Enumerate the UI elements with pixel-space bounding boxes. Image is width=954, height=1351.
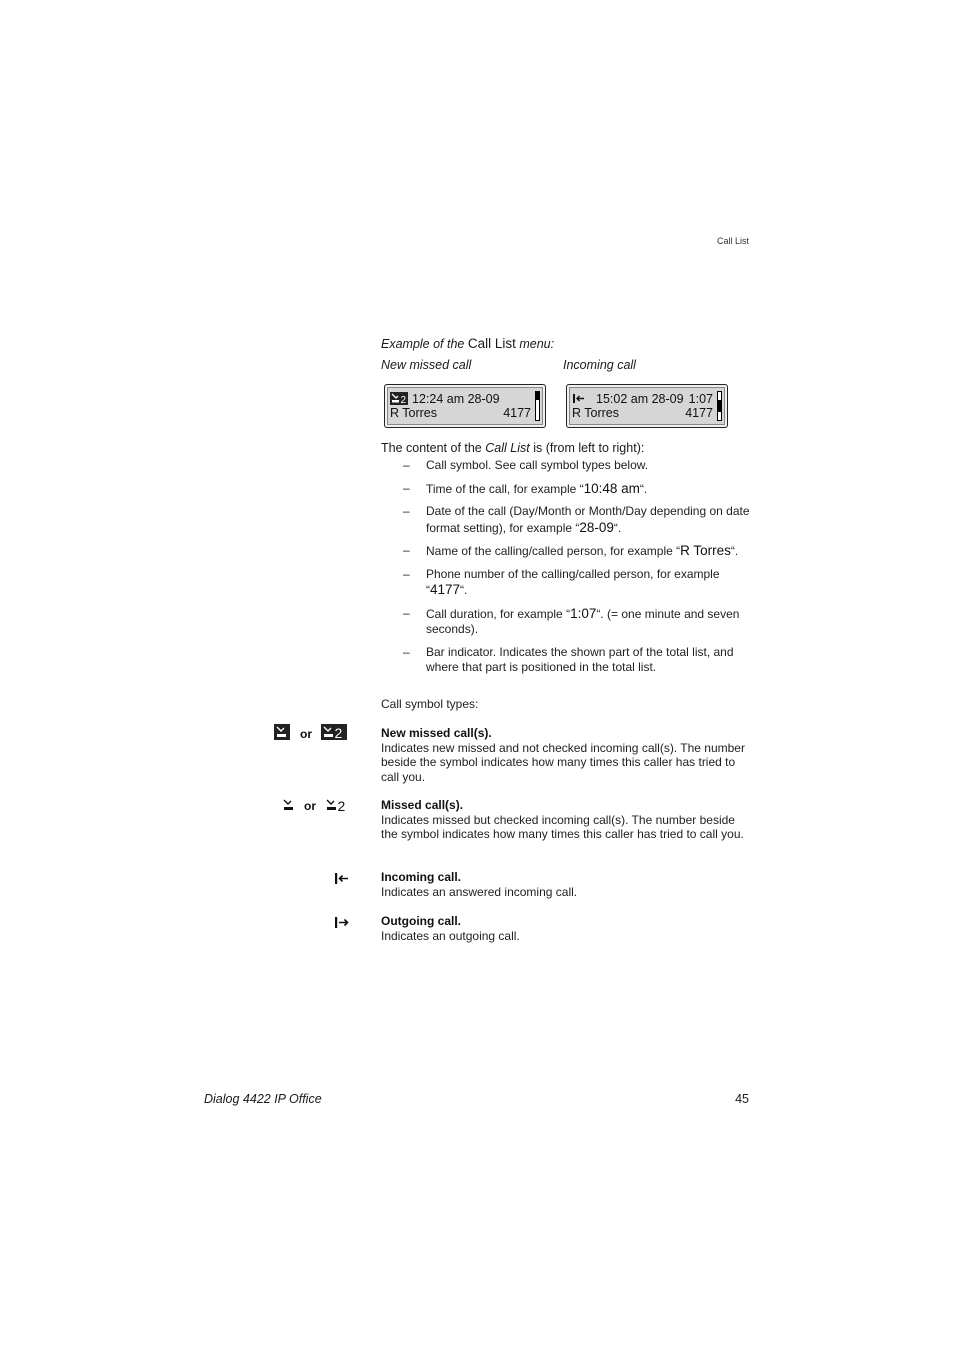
bar-indicator bbox=[535, 391, 540, 421]
incoming-call-icon bbox=[572, 393, 586, 404]
caller-number: 4177 bbox=[503, 406, 531, 420]
section-header: Call List bbox=[716, 236, 749, 246]
list-item: – Phone number of the calling/called person, for example “4177“. bbox=[403, 566, 720, 597]
type-incoming: Incoming call. Indicates an answered incoming call. bbox=[381, 870, 578, 899]
or-label: or bbox=[300, 727, 312, 741]
list-item: – Call symbol. See call symbol types below. bbox=[403, 458, 649, 472]
content-intro: The content of the Call List is (from left to right): bbox=[381, 441, 645, 455]
caption-incoming-call: Incoming call bbox=[563, 358, 636, 372]
new-missed-call-count-icon bbox=[321, 724, 347, 740]
count-digit: 2 bbox=[337, 798, 346, 813]
caller-number: 4177 bbox=[685, 406, 713, 420]
call-time-date: 15:02 am 28-09 bbox=[596, 392, 684, 406]
missed-call-icon bbox=[282, 798, 296, 812]
type-new-missed: New missed call(s). Indicates new missed and not checked incoming call(s). The number beside the symbol indicates how many times this caller has tried to call you. bbox=[381, 726, 745, 784]
type-missed: Missed call(s). Indicates missed but checked incoming call(s). The number beside the symbol indicates how many times this caller has tried to call you. bbox=[381, 798, 744, 841]
call-symbol-types-heading: Call symbol types: bbox=[381, 697, 479, 711]
missed-symbols bbox=[282, 797, 352, 815]
outgoing-call-icon bbox=[334, 916, 349, 929]
page-number: 45 bbox=[735, 1092, 749, 1106]
type-outgoing: Outgoing call. Indicates an outgoing call. bbox=[381, 914, 520, 943]
missed-call-count-icon bbox=[325, 797, 351, 813]
list-item: – Time of the call, for example “10:48 am“. bbox=[403, 480, 648, 496]
caption-new-missed-call: New missed call bbox=[381, 358, 472, 372]
footer-product: Dialog 4422 IP Office bbox=[204, 1092, 322, 1106]
new-missed-call-icon bbox=[274, 724, 290, 740]
lcd-display-incoming bbox=[566, 384, 728, 428]
list-item: – Date of the call (Day/Month or Month/Day depending on date format setting), for example “28-09“. bbox=[403, 504, 750, 535]
new-missed-call-icon bbox=[390, 392, 408, 405]
bar-indicator bbox=[717, 391, 722, 421]
list-item: – Bar indicator. Indicates the shown part of the total list, and where that part is positioned in the total list. bbox=[403, 644, 734, 674]
list-item: – Name of the calling/called person, for example “R Torres“. bbox=[403, 543, 739, 558]
menu-name: Call List bbox=[467, 336, 516, 351]
call-duration: 1:07 bbox=[688, 392, 713, 406]
caller-name: R Torres bbox=[572, 406, 620, 420]
example-intro: Example of the Call List menu: bbox=[381, 336, 555, 351]
or-label: or bbox=[304, 799, 316, 813]
list-item: – Call duration, for example “1:07“. (= one minute and seven seconds). bbox=[403, 605, 740, 636]
content-list bbox=[403, 458, 753, 683]
count-digit: 2 bbox=[334, 725, 343, 740]
caller-name: R Torres bbox=[390, 406, 438, 420]
incoming-call-icon bbox=[334, 872, 349, 885]
lcd-display-new-missed bbox=[384, 384, 546, 428]
missed-count: 2 bbox=[400, 395, 407, 404]
call-time-date: 12:24 am 28-09 bbox=[412, 392, 500, 406]
